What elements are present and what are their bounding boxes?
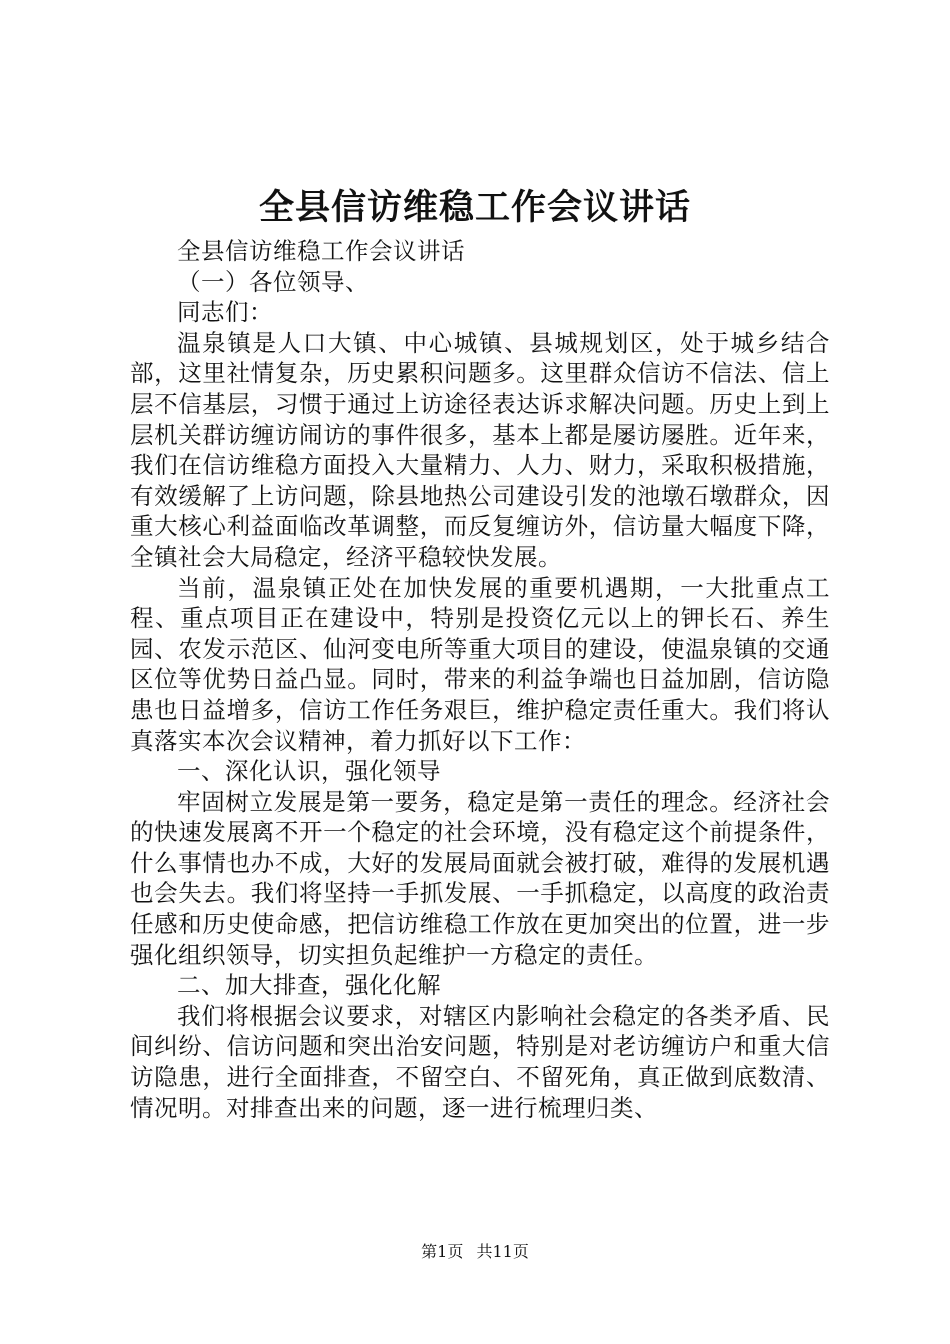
paragraph-salutation-1: （一）各位领导、 xyxy=(177,267,369,296)
page-number: 第1页 xyxy=(421,1242,464,1261)
paragraph-section-2: 我们将根据会议要求，对辖区内影响社会稳定的各类矛盾、民间纠纷、信访问题和突出治安问题，特别是对老访缠访户和重大信访隐患，进行全面排查，不留空白、不留死角，真正做到底数清、情况明。对排查出来的问题，逐一进行梳理归类、 xyxy=(130,1001,830,1122)
page-total: 共11页 xyxy=(476,1242,529,1261)
document-title: 全县信访维稳工作会议讲话 xyxy=(258,187,691,228)
section-heading-1: 一、深化认识，强化领导 xyxy=(177,757,441,786)
paragraph-section-1: 牢固树立发展是第一要务，稳定是第一责任的理念。经济社会的快速发展离不开一个稳定的社会环境，没有稳定这个前提条件，什么事情也办不成，大好的发展局面就会被打破，难得的发展机遇也会失去。我们将坚持一手抓发展、一手抓稳定，以高度的政治责任感和历史使命感，把信访维稳工作放在更加突出的位置，进一步强化组织领导，切实担负起维护一方稳定的责任。 xyxy=(130,787,830,969)
section-heading-2: 二、加大排查，强化化解 xyxy=(177,971,441,1000)
paragraph-background: 温泉镇是人口大镇、中心城镇、县城规划区，处于城乡结合部，这里社情复杂，历史累积问题多。这里群众信访不信法、信上层不信基层，习惯于通过上访途径表达诉求解决问题。历史上到上层机关群访缠访闹访的事件很多，基本上都是屡访屡胜。近年来，我们在信访维稳方面投入大量精力、人力、财力，采取积极措施，有效缓解了上访问题，除县地热公司建设引发的池墩石墩群众，因重大核心利益面临改革调整，而反复缠访外，信访量大幅度下降，全镇社会大局稳定，经济平稳较快发展。 xyxy=(130,328,830,571)
paragraph-salutation-2: 同志们： xyxy=(177,298,273,327)
paragraph-subtitle: 全县信访维稳工作会议讲话 xyxy=(177,237,465,265)
document-body xyxy=(130,236,830,1123)
paragraph-current-situation: 当前，温泉镇正处在加快发展的重要机遇期，一大批重点工程、重点项目正在建设中，特别是投资亿元以上的钾长石、养生园、农发示范区、仙河变电所等重大项目的建设，使温泉镇的交通区位等优势日益凸显。同时，带来的利益争端也日益加剧，信访隐患也日益增多，信访工作任务艰巨，维护稳定责任重大。我们将认真落实本次会议精神，着力抓好以下工作： xyxy=(130,573,830,755)
page-footer xyxy=(0,1241,950,1263)
